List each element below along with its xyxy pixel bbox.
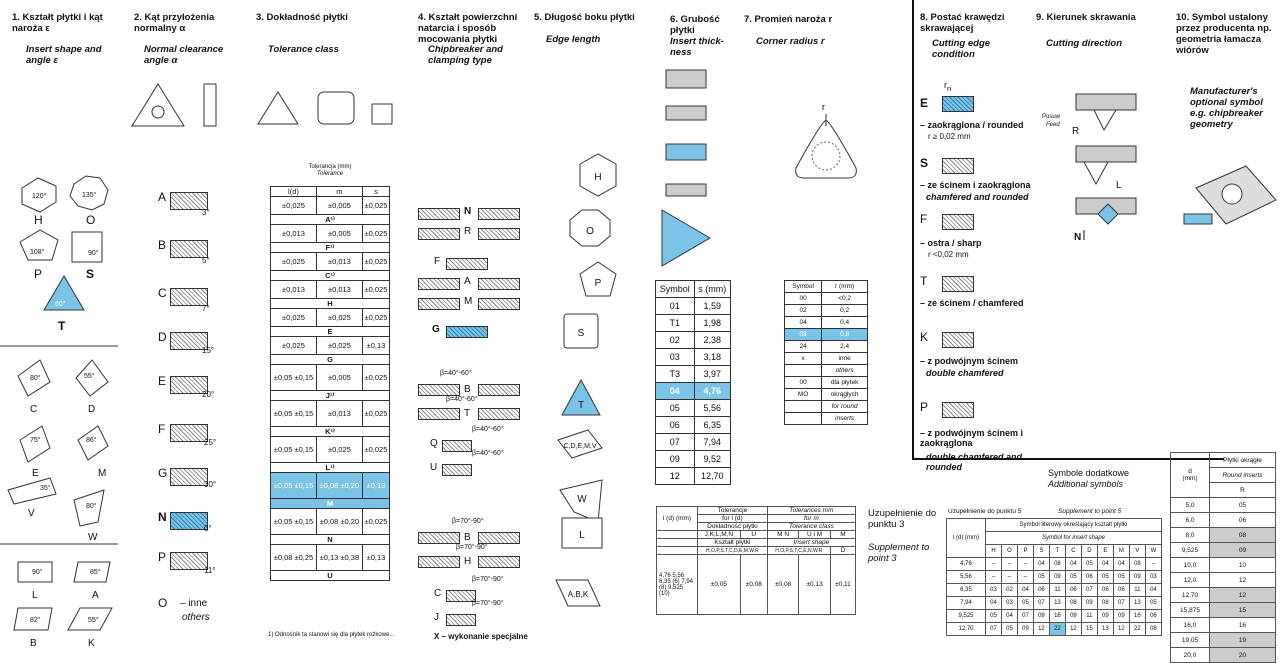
thickness-diagram: [656, 66, 736, 276]
svg-text:O: O: [586, 226, 594, 237]
col3-title-pl: 3. Dokładność płytki: [256, 12, 348, 23]
svg-text:H: H: [594, 172, 602, 183]
svg-text:A: A: [92, 590, 99, 601]
direction-l: L: [1116, 180, 1122, 191]
col9-title-pl: 9. Kierunek skrawania: [1036, 12, 1136, 23]
svg-text:60°: 60°: [55, 301, 66, 308]
shape-s-icon: [72, 232, 102, 262]
svg-text:135°: 135°: [82, 192, 97, 199]
svg-text:86°: 86°: [86, 437, 97, 444]
col8-title-pl: 8. Postać krawędzi skrawającej: [920, 12, 1005, 34]
svg-text:75°: 75°: [30, 437, 41, 444]
svg-text:P: P: [594, 278, 602, 289]
svg-text:35°: 35°: [40, 485, 51, 492]
direction-n: N: [1074, 232, 1082, 243]
svg-text:90°: 90°: [32, 569, 43, 576]
svg-text:K: K: [88, 638, 95, 649]
edge-condition-list: $r_n$ E – zaokrąglona / rounded r ≥ 0,02 mm S – ze ścinem i zaokrąglona chamfered and rounded F – ostra / sharp r <0,02 mm T – ze ścinem / chamfered K – z podwójnym ścinem double chamfered P – z podwójnym ścinem i zaokrąglona double chamfered and rounded: [920, 80, 1031, 472]
edge-length-diagram: [540, 150, 640, 640]
svg-text:B: B: [30, 638, 37, 649]
supp3-en: Supplement to point 3: [868, 542, 930, 564]
svg-text:S: S: [86, 267, 95, 281]
svg-text:W: W: [88, 532, 98, 543]
col9-title-en: Cutting direction: [1046, 38, 1122, 49]
corner-radius-table: Symbol r (mm) 00 <0,2 02 0,2 04 0,4 08 0,8 24 2,4 x inne others 00 dla płytek MO okrągłych for round inserts: [784, 280, 868, 425]
clearance-angle-icon: [128, 76, 228, 140]
svg-text:90°: 90°: [88, 250, 99, 257]
supp5-en: Supplement to point 5: [1058, 508, 1122, 515]
svg-text:85°: 85°: [90, 569, 101, 576]
svg-text:H: H: [34, 213, 43, 227]
col8-title-en: Cutting edge condition: [932, 38, 991, 60]
supplement3-table: l (d) (mm) Tolerancje Tolerances mm for l (d) for m Dokładność płytki Tolerance class J,K,L,M,N U M N U i M M Kształt płytki Insert shape H,O,P,S,T,C,D,E,M,W,R H,O,P,S,T,C,E,N,W,R D 4,76 5,56 6,35 (6) 7,94 (8) 9,525 (10) ±0,05 ±0,08 ±0,08 ±0,13 ±0,11: [656, 506, 856, 615]
svg-text:E: E: [32, 468, 39, 479]
svg-text:L: L: [32, 590, 38, 601]
col6-title-en: Insert thick-ness: [670, 36, 724, 58]
clearance-code: A: [158, 190, 167, 204]
col5-title-en: Edge length: [546, 34, 601, 45]
col1-title-en: Insert shape and angle ε: [26, 44, 102, 66]
svg-text:M: M: [98, 468, 107, 479]
svg-text:D: D: [88, 404, 96, 415]
col7-title-en: Corner radius r: [756, 36, 825, 47]
thickness-table: Symbol s (mm) 01 1,59 T1 1,98 02 2,38 03 3,18 T3 3,97 04 4,76 05 5,56 06 6,35 07 7,94 09 9,52 12 12,70: [655, 280, 731, 485]
svg-text:S: S: [577, 328, 585, 339]
direction-r: R: [1072, 126, 1080, 137]
svg-text:80°: 80°: [30, 375, 41, 382]
col3-footnote: 1) Odnośnik ta stanowi się dla płytek rożkowe...: [268, 632, 395, 638]
cutting-direction-diagram: [1064, 90, 1144, 250]
col4-title-en: Chipbreaker and clamping type: [428, 44, 503, 66]
col6-title-pl: 6. Grubość płytki: [670, 14, 720, 36]
svg-text:82°: 82°: [30, 617, 41, 624]
extra-en: Additional symbols: [1048, 479, 1124, 489]
chipbreaker-list: N R F A M G β=40°-60° B β=40°-60° T β=40°-60° Q β=40°-60° U β=70°-90° B β=70°-90° H β=70°-90° C β=70°-90° J X – wykonanie specjalne: [416, 204, 528, 640]
supp3-pl: Uzupełnienie do punktu 3: [868, 508, 937, 530]
col2-title-pl: 2. Kąt przyłożenia normalny α: [134, 12, 215, 34]
feed-label-en: Feed: [1046, 122, 1060, 128]
svg-text:55°: 55°: [84, 373, 95, 380]
svg-text:W: W: [577, 494, 587, 505]
feed-label-pl: Posuw: [1042, 114, 1061, 120]
extra-pl: Symbole dodatkowe: [1048, 468, 1130, 478]
svg-text:108°: 108°: [30, 249, 45, 256]
chipbreaker-geometry-icon: [1176, 160, 1280, 230]
svg-text:r: r: [822, 102, 825, 112]
col5-title-pl: 5. Długość boku płytki: [534, 12, 635, 23]
svg-text:T: T: [58, 319, 66, 333]
shape-angle-label: 120°: [32, 193, 47, 200]
col10-title-en: Manufacturer's optional symbol e.g. chipbreaker geometry: [1190, 86, 1263, 130]
corner-radius-icon: [786, 100, 866, 190]
tolerance-icon: [248, 84, 398, 140]
col3-title-en: Tolerance class: [268, 44, 339, 55]
supplement5-table: l (d) (mm) Symbol literowy określający kształt płytki Symbol for insert shape H O P S T C D E M V W 4,76 – – – 04 08 04 05 04 04 08 – 5,56 – – – 05 09 05 06 05 05 09 03 6,35 03 02 04 06 11 06 07 06 06 11 04 7,94 04 03 05 07 13 08 09 08 07 13 05 9,525 05 04 07 09 16 09 11 09 09 16 06 12,70 07 05 09 12 22 12 15 13 12 22 08: [946, 518, 1162, 636]
col3-caption-pl: Tolerancja (mm): [308, 164, 352, 170]
supp5-pl: Uzupełnienie do punktu 5: [948, 508, 1022, 515]
svg-text:C,D,E,M,V: C,D,E,M,V: [563, 443, 597, 450]
svg-text:55°: 55°: [88, 617, 99, 624]
svg-text:80°: 80°: [86, 503, 97, 510]
tolerance-table: l(d) m s ±0,025 ±0,005 ±0,025 A¹⁾ ±0,013 ±0,005 ±0,025 F¹⁾ ±0,025 ±0,013 ±0,025 C¹⁾ ±0,013 ±0,013 ±0,025 H ±0,025 ±0,025 ±0,025 E ±0,025 ±0,025 ±0,13 G ±0,05 ±0,15 ±0,005 ±0,025 J¹⁾ ±0,05 ±0,15 ±0,013 ±0,025 K¹⁾ ±0,05 ±0,15 ±0,025 ±0,025 L¹⁾ ±0,05 ±0,15 ±0,08 ±0,20 ±0,13 M ±0,05 ±0,15 ±0,08 ±0,20 ±0,025 N ±0,08 ±0,25 ±0,13 ±0,38 ±0,13 U: [270, 186, 390, 581]
svg-text:C: C: [30, 404, 38, 415]
insert-shapes-diagram: [0, 160, 125, 649]
col2-title-en: Normal clearance angle α: [144, 44, 224, 66]
col3-caption-en: Tolerance: [316, 171, 344, 177]
round-inserts-table: d (mm) Płytki okrągłe Round inserts R 5,0 05 6,0 06 8,0 08 9,525 09 10,0 10 12,0 12 12,70 12 15,875 15 16,0 16 19,05 19 20,0 20: [1170, 452, 1276, 663]
col4-title-pl: 4. Kształt powierzchni natarcia i sposób mocowania płytki: [418, 12, 518, 45]
col1-title-pl: 1. Kształt płytki i kąt naroża ε: [12, 12, 103, 34]
col10-title-pl: 10. Symbol ustalony przez producenta np. geometria łamacza wiórów: [1176, 12, 1272, 56]
svg-text:A,B,K: A,B,K: [567, 590, 589, 599]
svg-text:L: L: [579, 530, 585, 541]
shape-e-icon: [20, 426, 50, 462]
svg-text:T: T: [577, 400, 585, 411]
col7-title-pl: 7. Promień naroża r: [744, 14, 833, 25]
svg-text:P: P: [34, 267, 43, 281]
svg-text:V: V: [28, 508, 35, 519]
svg-text:O: O: [86, 213, 96, 227]
